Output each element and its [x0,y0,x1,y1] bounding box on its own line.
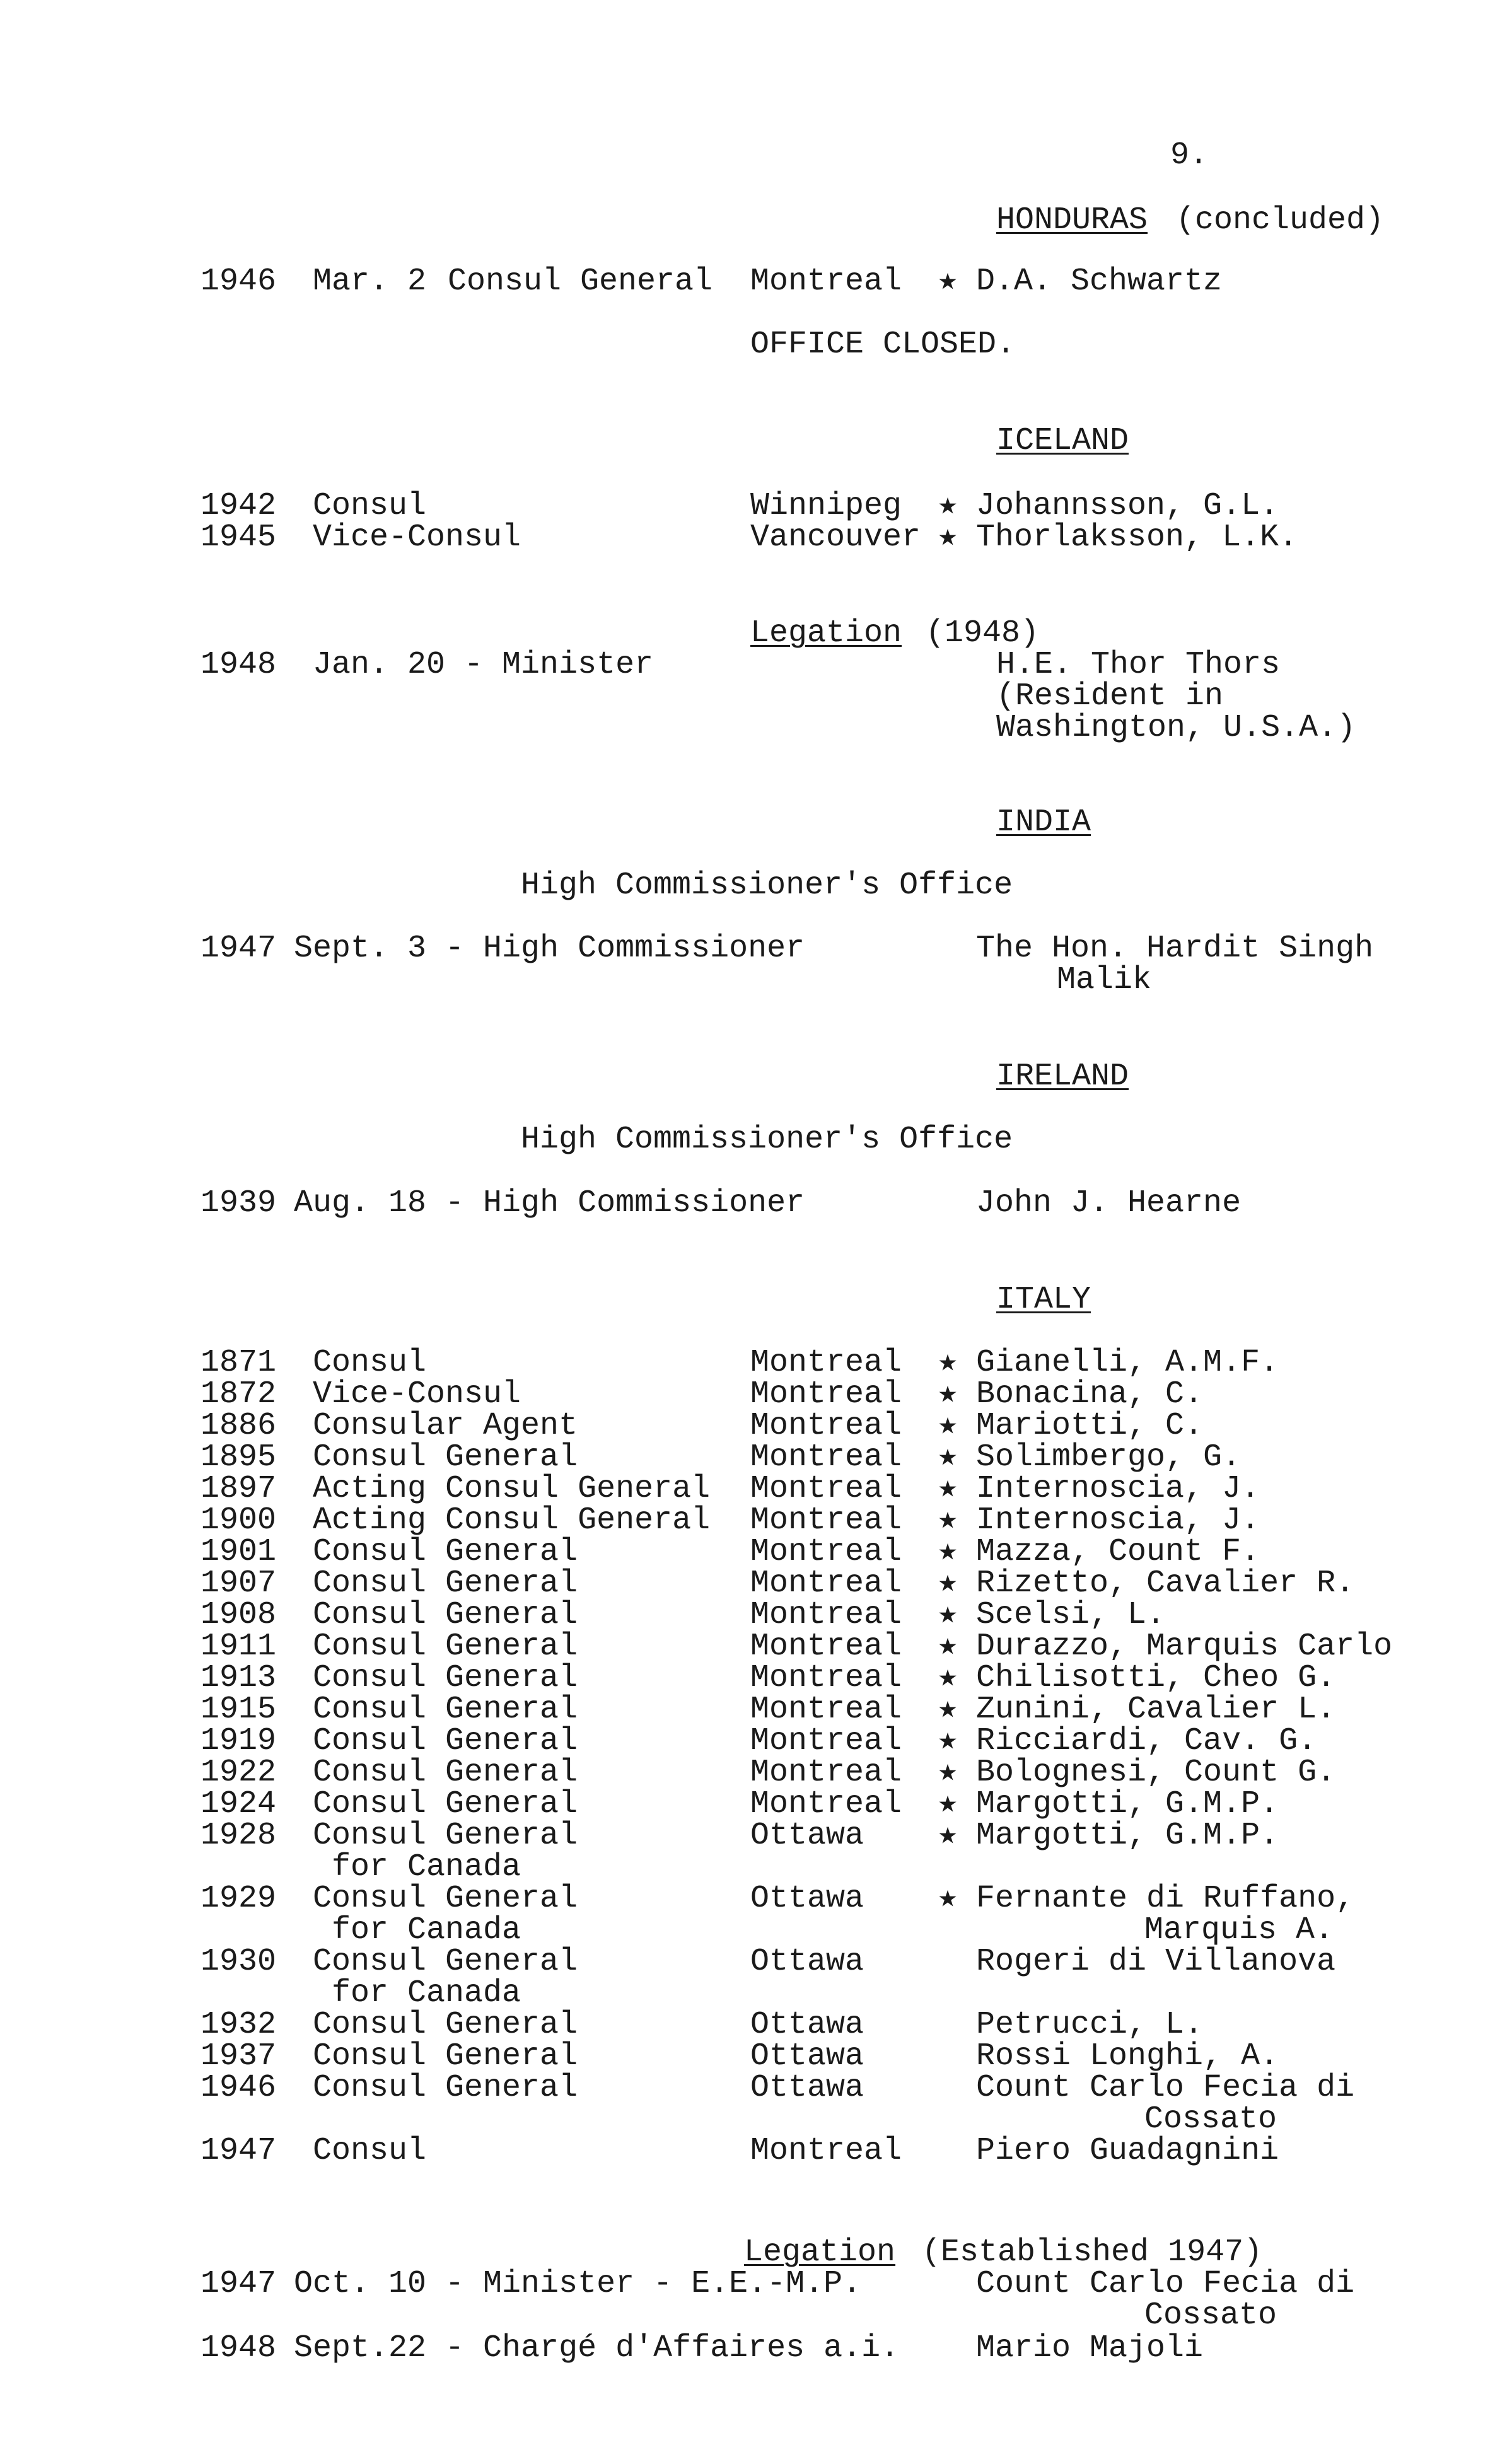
table-row-title: Consul General [313,1597,578,1633]
table-row-name: Scelsi, L. [976,1597,1166,1633]
entry-year: 1948 [201,2330,277,2366]
table-row-year: 1913 [201,1660,277,1696]
table-row-city: Ottawa [750,1881,864,1917]
table-row-name: Solimbergo, G. [976,1439,1242,1475]
table-row-city: Ottawa [750,2070,864,2106]
table-row-title: Consul [313,2133,427,2169]
table-row-mark: ★ [938,1565,958,1601]
entry-mark: ★ [938,488,958,524]
table-row-city: Montreal [750,1408,902,1444]
table-row-name: Count Carlo Fecia di [976,2070,1355,2106]
table-row-year: 1900 [201,1502,277,1538]
table-row-name-cont: Cossato [1144,2101,1277,2137]
page-number: 9. [1170,137,1209,173]
entry-name: Washington, U.S.A.) [996,710,1356,746]
entry-year: 1947 [201,2266,277,2302]
entry-name: Thorlaksson, L.K. [976,520,1298,555]
table-row-name-cont: Marquis A. [1144,1912,1334,1948]
table-row-title: Consul General [313,1944,578,1980]
table-row-city: Montreal [750,1692,902,1728]
entry-date: Sept. 3 - High Commissioner [294,931,805,967]
table-row-title: Vice-Consul [313,1376,521,1412]
entry-name: Mario Majoli [976,2330,1204,2366]
entry-title: Vice-Consul [313,520,521,555]
table-row-year: 1919 [201,1723,277,1759]
entry-year: 1946 [201,264,277,299]
entry-name: (Resident in [996,678,1224,714]
table-row-year: 1901 [201,1534,277,1570]
table-row-year: 1895 [201,1439,277,1475]
table-row-name: Rogeri di Villanova [976,1944,1336,1980]
table-row-name: Ricciardi, Cav. G. [976,1723,1317,1759]
table-row-title: Consul General [313,2070,578,2106]
legation-heading: Legation [750,615,902,651]
table-row-title-cont: for Canada [332,1975,521,2011]
table-row-title: Consul General [313,1565,578,1601]
entry-year: 1945 [201,520,277,555]
entry-year: 1948 [201,647,277,683]
table-row-city: Montreal [750,1534,902,1570]
table-row-mark: ★ [938,1755,958,1791]
table-row-title: Consul General [313,2007,578,2043]
table-row-title: Consul General [313,2038,578,2074]
table-row-title: Consul General [313,1755,578,1791]
table-row-city: Montreal [750,1565,902,1601]
table-row-name: Margotti, G.M.P. [976,1786,1279,1822]
table-row-mark: ★ [938,1660,958,1696]
entry-name: H.E. Thor Thors [996,647,1281,683]
table-row-city: Montreal [750,1439,902,1475]
entry-name: John J. Hearne [976,1185,1242,1221]
table-row-city: Montreal [750,1345,902,1381]
table-row-title: Consul General [313,1534,578,1570]
table-row-city: Montreal [750,1786,902,1822]
table-row-title: Consul General [313,1881,578,1917]
table-row-title: Consul General [313,1629,578,1664]
entry-city: Vancouver [750,520,921,555]
table-row-name: Bonacina, C. [976,1376,1204,1412]
entry-name: Count Carlo Fecia di [976,2266,1355,2302]
table-row-title: Acting Consul General [313,1502,711,1538]
table-row-title: Consul General [313,1692,578,1728]
table-row-year: 1930 [201,1944,277,1980]
entry-date: Jan. 20 - Minister [313,647,654,683]
table-row-title: Consul General [313,1786,578,1822]
entry-name-cont: Cossato [1144,2297,1277,2333]
table-row-mark: ★ [938,1439,958,1475]
table-row-mark: ★ [938,1345,958,1381]
table-row-title: Consul [313,1345,427,1381]
table-row-mark: ★ [938,1534,958,1570]
table-row-year: 1929 [201,1881,277,1917]
table-row-name: Mariotti, C. [976,1408,1204,1444]
table-row-mark: ★ [938,1818,958,1854]
table-row-name: Internoscia, J. [976,1471,1260,1507]
table-row-name: Bolognesi, Count G. [976,1755,1336,1791]
table-row-year: 1924 [201,1786,277,1822]
table-row-title: Consul General [313,1723,578,1759]
table-row-city: Ottawa [750,1944,864,1980]
table-row-title: Consul General [313,1439,578,1475]
table-row-year: 1907 [201,1565,277,1601]
table-row-year: 1872 [201,1376,277,1412]
table-row-year: 1908 [201,1597,277,1633]
table-row-mark: ★ [938,1786,958,1822]
table-row-city: Montreal [750,1597,902,1633]
table-row-mark: ★ [938,1881,958,1917]
table-row-name: Zunini, Cavalier L. [976,1692,1336,1728]
table-row-year: 1932 [201,2007,277,2043]
office-heading: High Commissioner's Office [521,1122,1013,1158]
table-row-year: 1928 [201,1818,277,1854]
section-heading-ireland: IRELAND [996,1059,1129,1095]
table-row-name: Rizetto, Cavalier R. [976,1565,1355,1601]
table-row-year: 1922 [201,1755,277,1791]
entry-date: Mar. 2 [313,264,427,299]
table-row-title: Consular Agent [313,1408,578,1444]
table-row-name: Mazza, Count F. [976,1534,1260,1570]
table-row-name: Rossi Longhi, A. [976,2038,1279,2074]
table-row-city: Montreal [750,1629,902,1664]
table-row-mark: ★ [938,1597,958,1633]
legation-note: (Established 1947) [922,2234,1263,2270]
table-row-mark: ★ [938,1629,958,1664]
table-row-mark: ★ [938,1471,958,1507]
office-closed-note: OFFICE CLOSED. [750,327,1016,363]
table-row-name: Fernante di Ruffano, [976,1881,1355,1917]
entry-title: Consul General [448,264,713,299]
table-row-city: Ottawa [750,2007,864,2043]
table-row-name: Internoscia, J. [976,1502,1260,1538]
table-row-title: Acting Consul General [313,1471,711,1507]
table-row-city: Ottawa [750,2038,864,2074]
table-row-city: Montreal [750,1660,902,1696]
section-heading-suffix: (concluded) [1176,202,1385,238]
entry-name: Johannsson, G.L. [976,488,1279,524]
table-row-mark: ★ [938,1376,958,1412]
table-row-mark: ★ [938,1692,958,1728]
entry-date: Sept.22 - Chargé d'Affaires a.i. [294,2330,900,2366]
entry-year: 1947 [201,931,277,967]
table-row-title-cont: for Canada [332,1912,521,1948]
table-row-year: 1915 [201,1692,277,1728]
entry-city: Winnipeg [750,488,902,524]
table-row-mark: ★ [938,1408,958,1444]
table-row-city: Montreal [750,1723,902,1759]
table-row-title: Consul General [313,1660,578,1696]
table-row-city: Montreal [750,1471,902,1507]
table-row-city: Montreal [750,2133,902,2169]
table-row-year: 1897 [201,1471,277,1507]
table-row-city: Montreal [750,1755,902,1791]
table-row-name: Chilisotti, Cheo G. [976,1660,1336,1696]
entry-city: Montreal [750,264,902,299]
table-row-name: Petrucci, L. [976,2007,1204,2043]
office-heading: High Commissioner's Office [521,868,1013,903]
table-row-name: Gianelli, A.M.F. [976,1345,1279,1381]
section-heading-india: INDIA [996,804,1091,840]
table-row-mark: ★ [938,1502,958,1538]
table-row-mark: ★ [938,1723,958,1759]
table-row-year: 1937 [201,2038,277,2074]
section-heading-italy: ITALY [996,1282,1091,1318]
table-row-city: Montreal [750,1502,902,1538]
table-row-city: Ottawa [750,1818,864,1854]
table-row-name: Piero Guadagnini [976,2133,1279,2169]
legation-heading: Legation [744,2234,896,2270]
table-row-city: Montreal [750,1376,902,1412]
table-row-name: Margotti, G.M.P. [976,1818,1279,1854]
entry-date: Aug. 18 - High Commissioner [294,1185,805,1221]
table-row-title-cont: for Canada [332,1849,521,1885]
entry-year: 1942 [201,488,277,524]
section-heading-iceland: ICELAND [996,423,1129,459]
entry-mark: ★ [938,264,958,299]
entry-year: 1939 [201,1185,277,1221]
table-row-year: 1947 [201,2133,277,2169]
table-row-year: 1871 [201,1345,277,1381]
table-row-year: 1886 [201,1408,277,1444]
table-row-name: Durazzo, Marquis Carlo [976,1629,1393,1664]
entry-date: Oct. 10 - Minister - E.E.-M.P. [294,2266,862,2302]
entry-title: Consul [313,488,427,524]
entry-name: D.A. Schwartz [976,264,1223,299]
table-row-title: Consul General [313,1818,578,1854]
entry-name: Malik [1057,962,1152,998]
entry-mark: ★ [938,520,958,555]
legation-year: (1948) [926,615,1040,651]
section-heading-honduras: HONDURAS [996,202,1148,238]
table-row-year: 1946 [201,2070,277,2106]
table-row-year: 1911 [201,1629,277,1664]
entry-name: The Hon. Hardit Singh [976,931,1374,967]
